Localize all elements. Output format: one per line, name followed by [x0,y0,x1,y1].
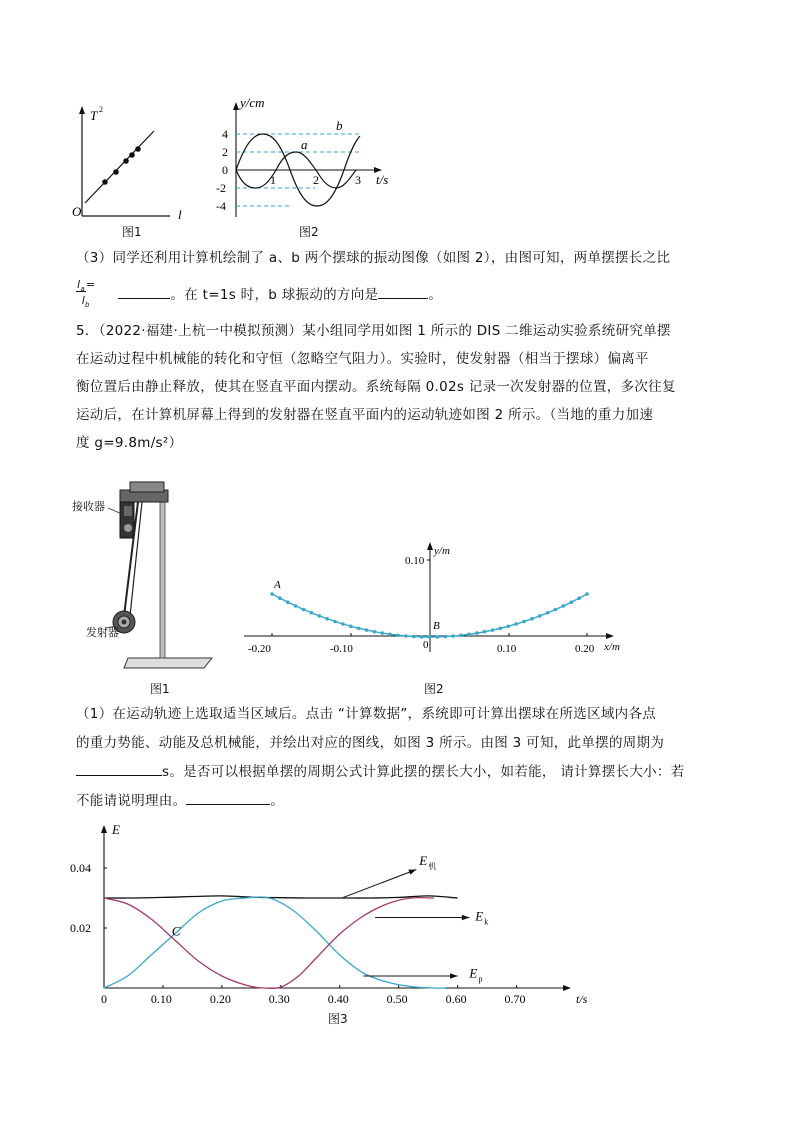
q5-part1-line1: （1）在运动轨迹上选取适当区域后。点击 “计算数据”，系统即可计算出摆球在所选区域内各点 [76,706,657,722]
trajectory-point [396,634,400,638]
q4-figure-1 [70,98,182,240]
y-tick: 4 [222,127,228,141]
legend-label-Ek: E [475,908,484,924]
data-point [129,152,135,158]
x-tick: -0.20 [248,643,271,655]
y-tick: -2 [216,181,226,195]
q5-line5: 度 g=9.8m/s²） [76,435,183,451]
trajectory-point [546,611,550,615]
y-axis-label: E [112,822,120,837]
legend-label-E机: E [419,853,428,868]
answer-blank-ratio[interactable] [118,284,170,299]
trajectory-point [412,635,416,639]
legend-arrowhead [462,915,470,920]
trajectory-point [444,635,448,639]
trajectory-point [333,620,337,624]
x-tick-label: 0 [101,992,107,1006]
series-line-E机 [104,896,458,898]
trajectory-point [365,628,369,632]
trajectory-point [404,634,408,638]
x-axis-label: t/s [576,992,588,1006]
x-tick: 2 [313,173,319,187]
trajectory-point [373,630,377,634]
x-tick-label: 0.20 [209,992,231,1006]
trajectory-point [475,631,479,635]
data-point [123,158,129,164]
q4-fig2-caption: 图2 [299,225,319,239]
label-emitter: 发射器 [86,626,119,639]
y-tick: 2 [222,145,228,159]
y-axis-label: y/m [434,545,450,557]
trajectory-point [381,631,385,635]
trajectory-point [325,617,329,621]
trajectory-point [562,604,566,608]
data-point [113,169,119,175]
trajectory-point [451,634,455,638]
data-point [135,146,141,152]
x-tick: 0.20 [575,643,595,655]
q5-part1-line2: 的重力势能、动能及总机械能，并绘出对应的图线，如图 3 所示。由图 3 可知，此单摆的周期为 [76,735,665,751]
curve-a-label: a [301,137,308,152]
trajectory-point [388,633,392,637]
point-B-label: B [433,620,440,632]
x-tick: 0.10 [497,643,517,655]
trajectory-point [294,604,298,608]
x-tick: 1 [270,173,276,187]
y-axis-label-sup: 2 [99,105,103,114]
q5-fig3-caption: 图3 [328,1012,348,1026]
length-ratio-fraction: $l_a=$ $l_b$ [77,278,96,310]
q5-fig2-caption: 图2 [424,682,444,696]
trajectory-point [349,625,353,629]
legend-arrowhead [408,870,416,875]
x-axis-label: l [178,207,182,222]
trajectory-point [270,592,274,596]
y-tick: 0 [222,163,228,177]
origin-label: O [72,204,82,219]
y-tick-label: 0.04 [70,861,91,875]
series-line-Ep [104,898,434,989]
y-axis-arrow [101,825,107,833]
trajectory-point [514,622,518,626]
x-tick: -0.10 [330,643,353,655]
q4-part3-line1: （3）同学还利用计算机绘制了 a、b 两个摆球的振动图像（如图 2），由图可知，两单摆摆长之比 [76,250,671,266]
trajectory-point [286,600,290,604]
q5-fig1-caption: 图1 [150,682,170,696]
x-tick-label: 0.40 [327,992,349,1006]
x-tick-label: 0.10 [150,992,172,1006]
point-C-label: C [171,923,181,939]
x-tick: 0 [423,639,429,651]
trajectory-point [483,630,487,634]
answer-blank-period[interactable] [76,761,162,776]
trajectory-point [491,628,495,632]
trajectory-point [436,635,440,639]
trajectory-point [318,614,322,618]
q5-line3: 衡位置后由静止释放，使其在竖直平面内摆动。系统每隔 0.02s 记录一次发射器的位置，多次往复 [76,379,676,395]
legend-pointer-E机 [343,870,417,898]
trajectory-point [570,600,574,604]
trajectory-point [554,608,558,612]
legend-label-Ep: E [469,965,478,981]
answer-blank-length[interactable] [186,790,270,805]
y-axis-label: y/cm [240,95,265,110]
q4-part3-line2: $l_a=$ $l_b$ 。在 t=1s 时，b 球振动的方向是 。 [77,278,443,310]
x-axis-arrow [563,985,571,991]
q5-figure-2-trajectory [240,540,630,660]
trajectory-point [585,592,589,596]
series-line-Ek [104,897,446,988]
legend-label-sub: 机 [428,862,437,871]
answer-blank-direction[interactable] [378,284,428,299]
q5-part1-line3: s。是否可以根据单摆的周期公式计算此摆的摆长大小，如若能， 请计算摆长大小：若 [76,758,726,786]
y-tick: -4 [216,199,226,213]
y-axis-label: T [90,108,98,123]
trajectory-point [278,596,282,600]
trajectory-point [577,596,581,600]
x-tick-label: 0.60 [445,992,467,1006]
y-tick: 0.10 [405,555,425,567]
y-tick-label: 0.02 [70,921,91,935]
trajectory-point [530,617,534,621]
trajectory-point [507,625,511,629]
q5-line1: 5．（2022·福建·上杭一中模拟预测）某小组同学用如图 1 所示的 DIS 二维运动实验系统研究单摆 [76,323,671,339]
trajectory-point [522,620,526,624]
x-tick-label: 0.30 [268,992,290,1006]
legend-label-sub: k [484,917,489,927]
fit-line [85,131,154,203]
data-point [102,179,108,185]
trajectory-point [467,633,471,637]
x-tick: 3 [355,173,361,187]
trajectory-point [302,608,306,612]
x-axis-label: t/s [376,172,389,187]
q4-fig1-caption: 图1 [122,225,142,239]
label-receiver: 接收器 [72,500,105,513]
trajectory-point [499,627,503,631]
x-tick-label: 0.70 [504,992,526,1006]
legend-label-sub: p [478,974,483,984]
curve-b-label: b [336,118,343,133]
trajectory-point [357,627,361,631]
trajectory-point [310,611,314,615]
q5-line4: 运动后，在计算机屏幕上得到的发射器在竖直平面内的运动轨迹如图 2 所示。（当地的重力加速 [76,407,654,423]
point-A-label: A [274,579,281,591]
trajectory-point [459,634,463,638]
q5-part1-line4: 不能请说明理由。 。 [76,787,726,815]
trajectory-point [538,614,542,618]
energy-chart [66,822,626,1012]
x-axis-label: x/m [604,641,620,653]
trajectory-point [341,622,345,626]
q5-line2: 在运动过程中机械能的转化和守恒（忽略空气阻力）。实验时，使发射器（相当于摆球）偏离平 [76,351,649,367]
legend-arrowhead [450,973,458,978]
q4-figure-2 [210,92,395,224]
x-tick-label: 0.50 [386,992,408,1006]
